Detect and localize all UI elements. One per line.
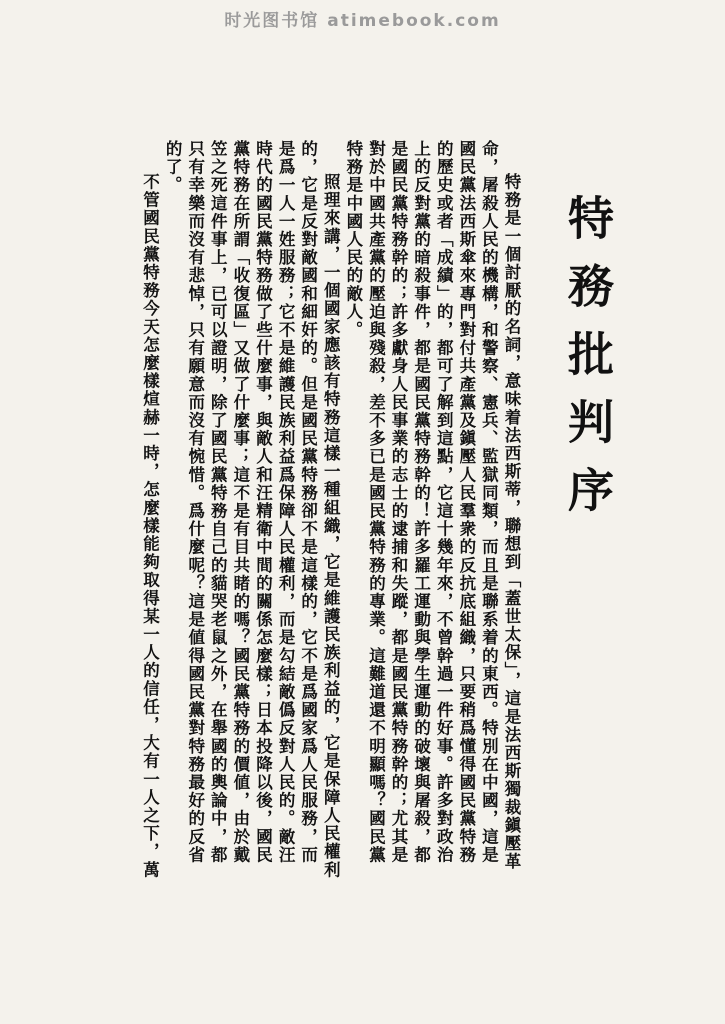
paragraph-2: 照理來講，一個國家應該有特務這樣一種組織，它是維護民族利益的，它是保障人民權利的，它是反對敵國和細奸的。但是國民黨特務卻不是這樣的，它不是爲國家爲人民服務，而是爲一人一姓服務；它不是維護民族利益爲保障人民權利，而是勾結敵僞反對人民的。敵汪時代的國民黨特務做了些什麼事，與敵人和汪精衛中間的關係怎麼樣；日本投降以後，國民黨特務在所謂「收復區」又做了什麼事；這不是有目共睹的嗎？國民黨特務的價値，由於戴笠之死這件事上，已可以證明，除了國民黨特務自己的貓哭老鼠之外，在舉國的輿論中，都只有幸樂而沒有悲悼，只有願意而沒有惋惜。爲什麼呢？這是値得國民黨對特務最好的反省的了。 [163,140,341,879]
watermark: 时光图书馆 atimebook.com [224,11,501,31]
document-page [140,140,618,880]
paragraph-1: 特務是一個討厭的名詞，意味着法西斯蒂，聯想到「蓋世太保」，這是法西斯獨裁鎭壓革命，屠殺人民的機構，和警察、憲兵、監獄同類，而且是聯系着的東西。特別在中國，這是國民黨法西斯傘來專門對付共產黨及鎭壓人民羣衆的反抗底組織，只要稍爲懂得國民黨特務的歷史或者「成績」的，都可了解到這點，它這十幾年來，不曾幹過一件好事。許多對政治上的反對黨的暗殺事件，都是國民黨特務幹的！許多羅工運動與學生運動的破壞與屠殺，都是國民黨特務幹的；許多獻身人民事業的志士的逮捕和失蹤，都是國民黨特務幹的；尤其是對於中國共產黨的壓迫與殘殺，差不多已是國民黨特務的專業。這難道還不明顯嗎？國民黨特務是中國人民的敵人。 [343,140,521,871]
paragraph-3: 不管國民黨特務今天怎麼樣煊赫一時，怎麼樣能夠取得某一人的信任，大有一人之下，萬 [140,173,160,879]
page-title: 特務批判序 [561,194,615,534]
